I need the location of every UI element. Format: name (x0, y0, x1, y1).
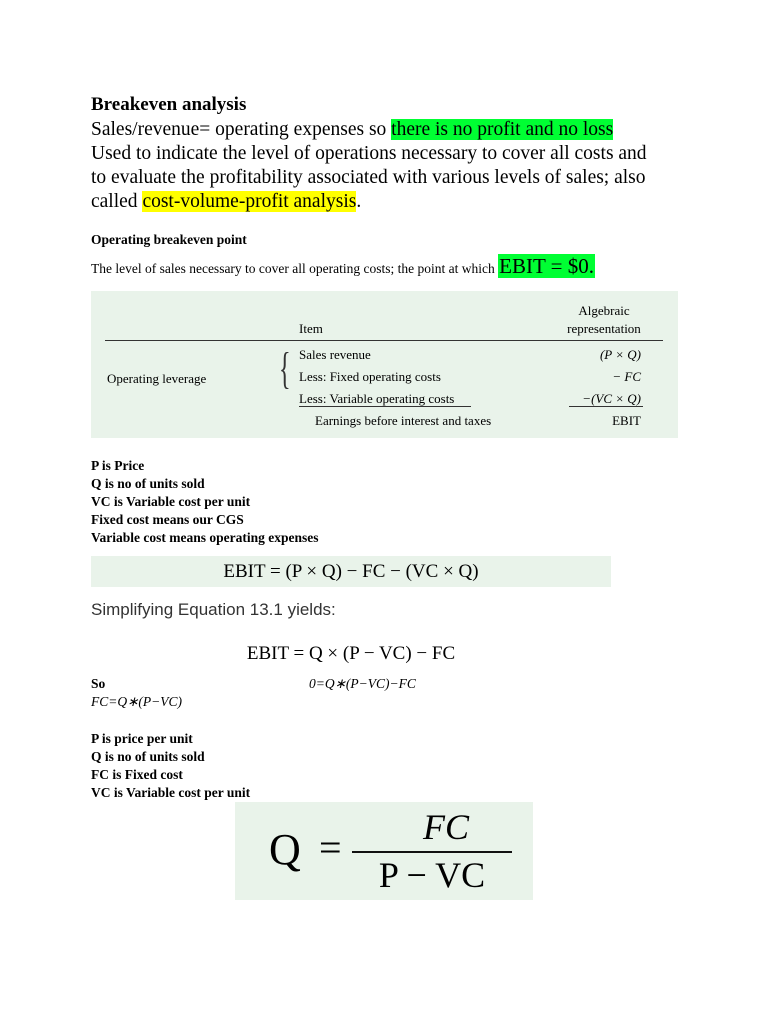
highlight-green: there is no profit and no loss (391, 119, 614, 140)
formula-numerator: FC (422, 807, 469, 847)
list-item: Fixed cost means our CGS (91, 512, 244, 527)
highlight-yellow: cost-volume-profit analysis (142, 191, 357, 212)
divider (105, 340, 663, 341)
paragraph-line: to evaluate the profitability associated with various levels of sales; also (91, 167, 646, 188)
paragraph-line: Used to indicate the level of operations necessary to cover all costs and (91, 143, 647, 164)
formula-lhs: Q (269, 825, 301, 874)
col-header-algebraic: Algebraic (578, 303, 630, 318)
list-item: Q is no of units sold (91, 749, 205, 764)
formula-breakeven-quantity (235, 802, 533, 900)
formula-denominator: P − VC (378, 855, 486, 895)
table-row-item: Sales revenue (299, 347, 371, 362)
table-row-alg: −(VC × Q) (582, 391, 641, 406)
table-row-item: Earnings before interest and taxes (315, 413, 492, 428)
list-item: P is Price (91, 458, 145, 473)
equation-ebit: EBIT = (P × Q) − FC − (VC × Q) (91, 556, 611, 587)
row-group-label: Operating leverage (107, 371, 207, 386)
brace-symbol: { (279, 344, 291, 393)
equation-fc: FC=Q∗(P−VC) (91, 694, 183, 709)
underline (299, 406, 471, 407)
col-header-item: Item (299, 321, 323, 336)
table-row-alg: EBIT (612, 413, 641, 428)
equation-zero: 0=Q∗(P−VC)−FC (309, 676, 416, 691)
definitions-list (91, 457, 319, 547)
highlight-green: EBIT = $0. (499, 254, 594, 278)
page-title: Breakeven analysis (91, 94, 247, 115)
text-run: . (356, 191, 362, 212)
table-row-alg: − FC (612, 369, 641, 384)
table-row-item: Less: Variable operating costs (299, 391, 455, 406)
so-label: So (91, 676, 106, 691)
paragraph-line (91, 118, 613, 142)
text-run: called (91, 191, 143, 212)
list-item: FC is Fixed cost (91, 767, 183, 782)
paragraph-line (91, 190, 361, 214)
definitions-list (91, 730, 250, 802)
table-row-alg: (P × Q) (599, 347, 641, 362)
definition-line (91, 254, 595, 279)
operating-leverage-table (91, 291, 678, 438)
list-item: P is price per unit (91, 731, 193, 746)
text-run: Sales/revenue= operating expenses so (91, 119, 392, 140)
list-item: Variable cost means operating expenses (91, 530, 319, 545)
section-heading: Operating breakeven point (91, 232, 247, 247)
list-item: VC is Variable cost per unit (91, 494, 251, 509)
equation-simplified: EBIT = Q × (P − VC) − FC (246, 643, 456, 664)
formula-equals: = (319, 825, 342, 870)
underline (569, 406, 643, 407)
list-item: Q is no of units sold (91, 476, 205, 491)
table-row-item: Less: Fixed operating costs (299, 369, 441, 384)
simplifying-caption: Simplifying Equation 13.1 yields: (91, 600, 336, 619)
text-run: The level of sales necessary to cover all operating costs; the point at which (91, 261, 499, 276)
fraction-bar (352, 851, 512, 853)
col-header-representation: representation (567, 321, 641, 336)
list-item: VC is Variable cost per unit (91, 785, 251, 800)
